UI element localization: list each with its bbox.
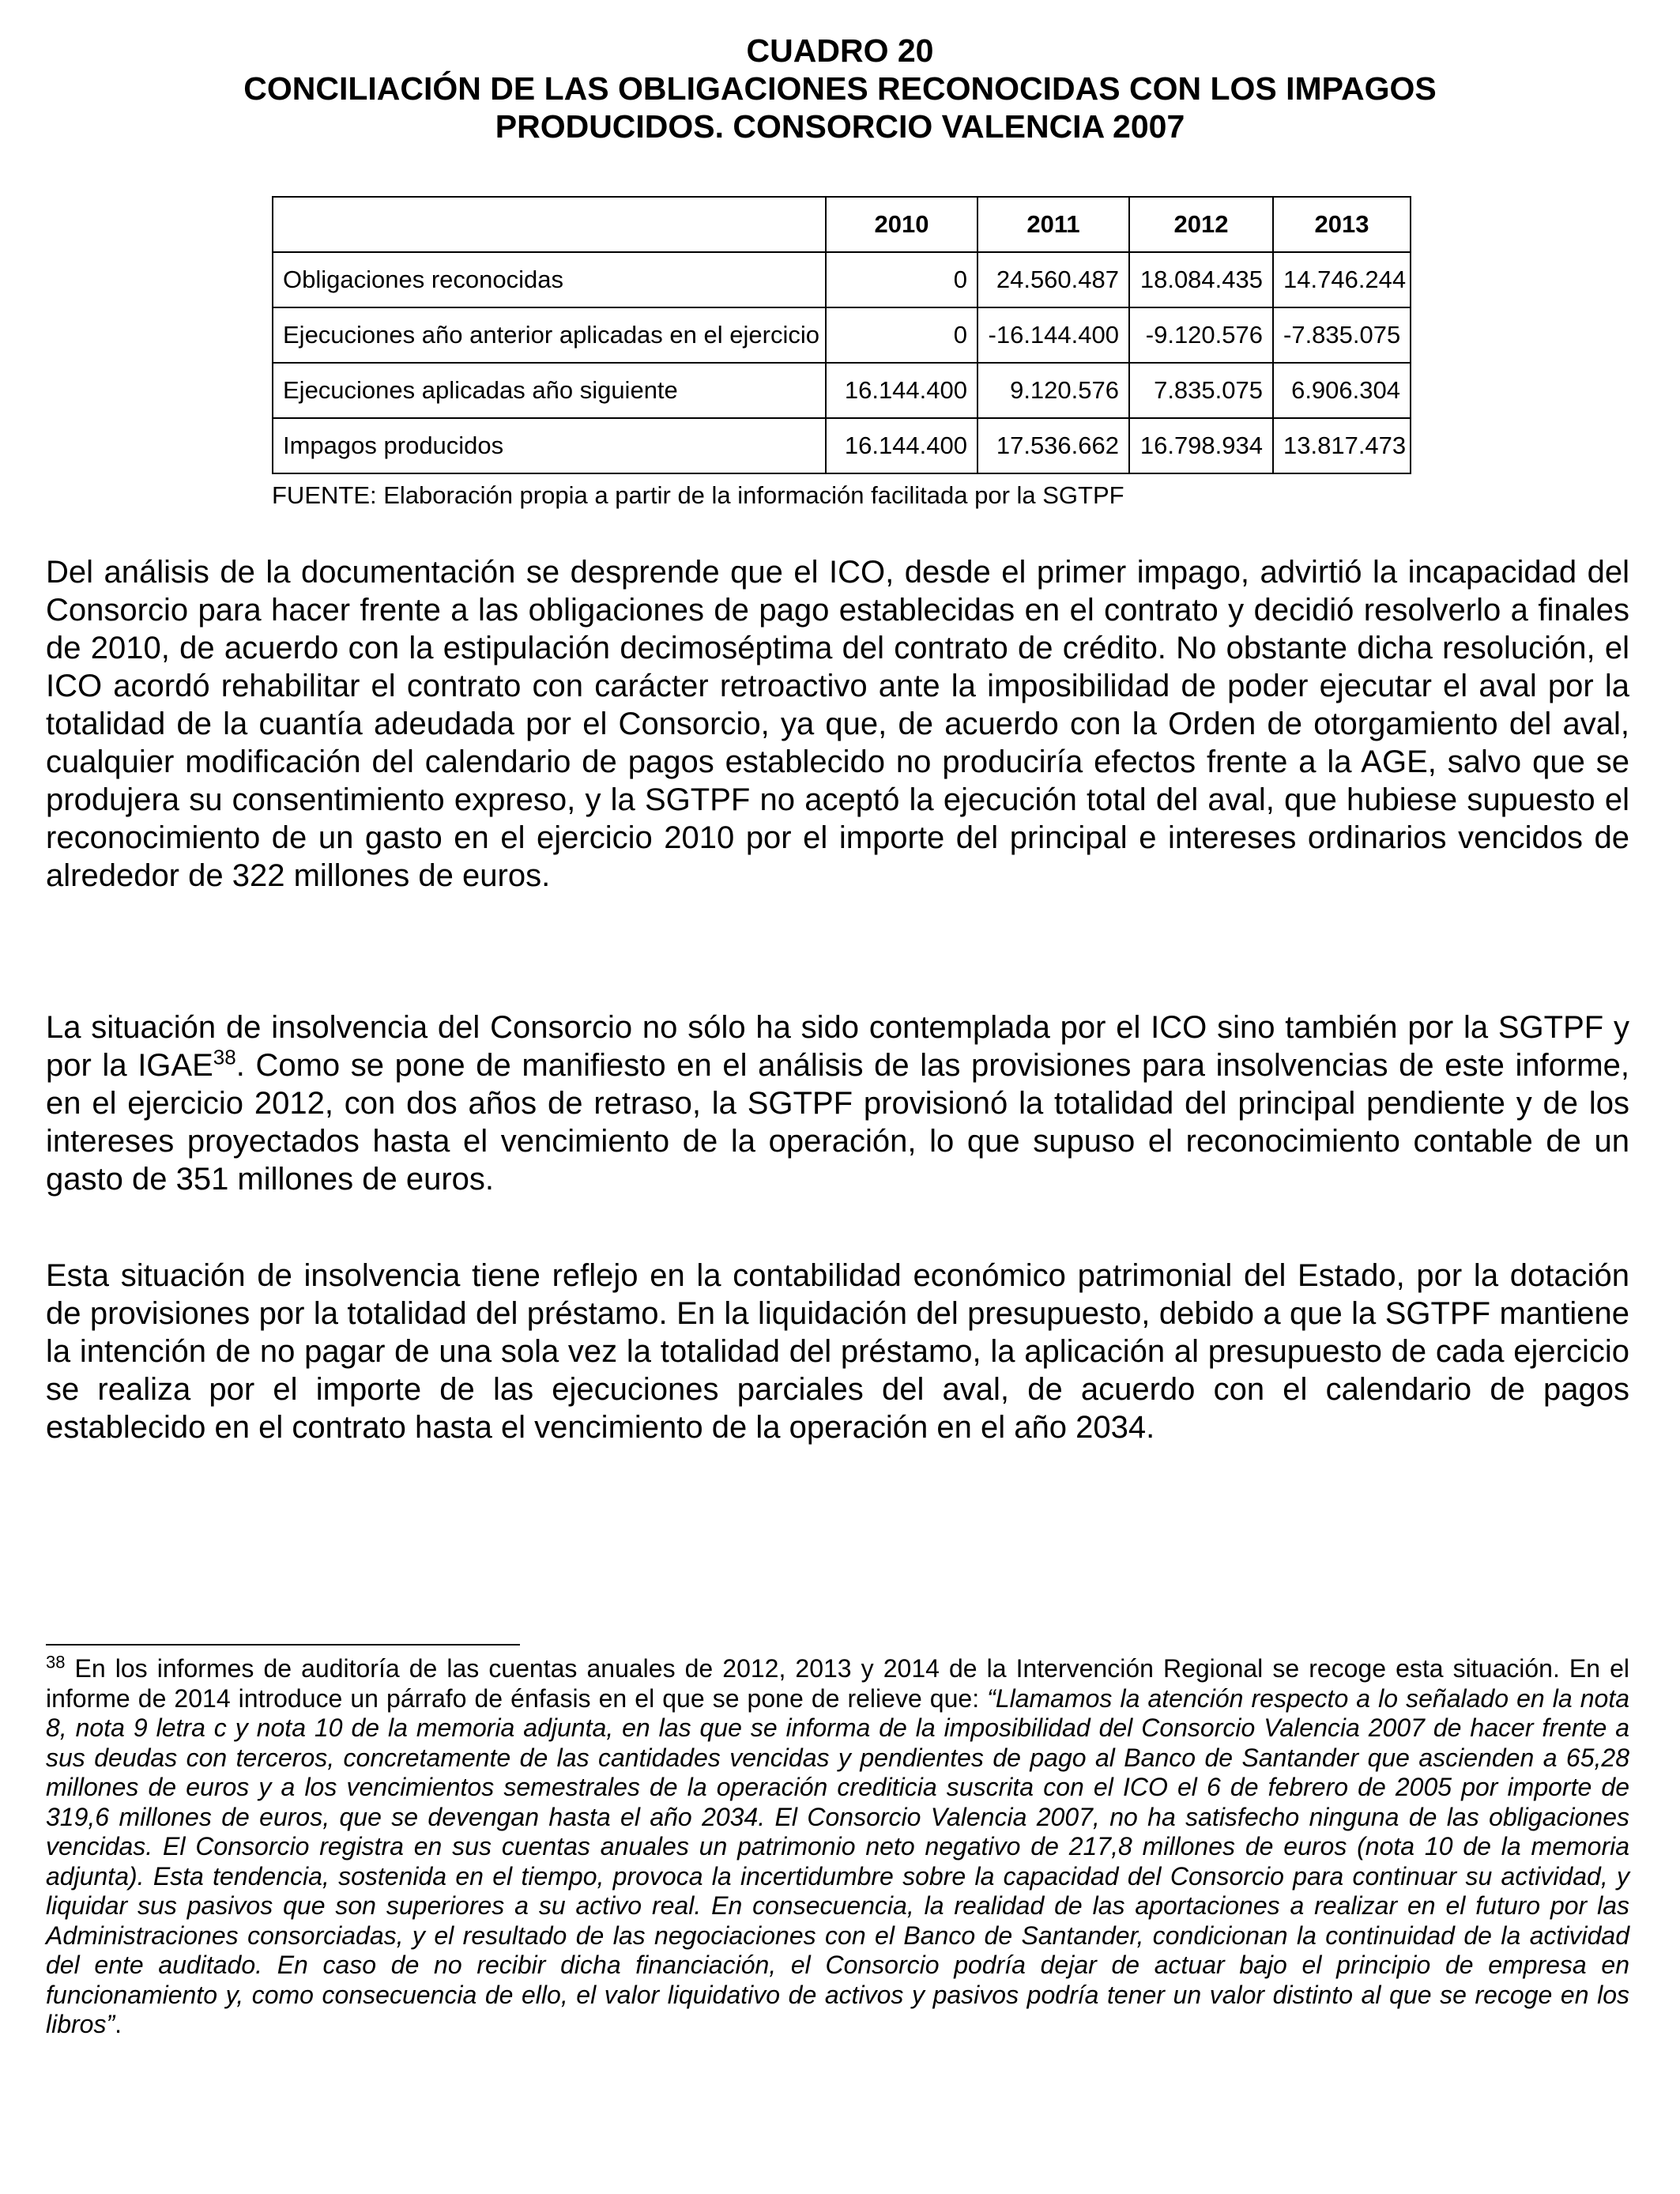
paragraph-2-text-continued: . Como se pone de manifiesto en el análisis de las provisiones para insolvencias de este informe, en el ejercicio 2012, con dos años de retraso, la SGTPF provisionó la totalidad del principal pendiente y de los intereses proyectados hasta el vencimiento de la operación, lo que supuso el reconocimiento contable de un gasto de 351 millones de euros.	[46, 1048, 1629, 1197]
table-cell: 18.084.435	[1129, 252, 1273, 307]
table-cell: 6.906.304	[1273, 363, 1411, 418]
table-cell: 0	[826, 252, 977, 307]
table-header-row	[273, 197, 1411, 252]
row-label: Obligaciones reconocidas	[273, 252, 826, 307]
table-cell: 9.120.576	[977, 363, 1129, 418]
table-cell: 16.144.400	[826, 363, 977, 418]
footnote-number: 38	[46, 1652, 66, 1672]
table-header-cell	[273, 197, 826, 252]
footnote-quote: “Llamamos la atención respecto a lo señalado en la nota 8, nota 9 letra c y nota 10 de la memoria adjunta, en las que se informa de la imposibilidad del Consorcio Valencia 2007 de hacer frente a sus deudas con terceros, concretamente de las cantidades vencidas y pendientes de pago al Banco de Santander que ascienden a 65,28 millones de euros y a los vencimientos semestrales de la operación crediticia suscrita con el ICO el 6 de febrero de 2005 por importe de 319,6 millones de euros, que se devengan hasta el año 2034. El Consorcio Valencia 2007, no ha satisfecho ninguna de las obligaciones vencidas. El Consorcio registra en sus cuentas anuales un patrimonio neto negativo de 217,8 millones de euros (nota 10 de la memoria adjunta). Esta tendencia, sostenida en el tiempo, provoca la incertidumbre sobre la capacidad del Consorcio para continuar su actividad, y liquidar sus pasivos que son superiores a su activo real. En consecuencia, la realidad de las aportaciones a realizar en el futuro por las Administraciones consorciadas, y el resultado de las negociaciones con el Banco de Santander, condicionan la continuidad de la actividad del ente auditado. En caso de no recibir dicha financiación, el Consorcio podría dejar de actuar bajo el principio de empresa en funcionamiento y, como consecuencia de ello, el valor liquidativo de activos y pasivos podría tener un valor distinto al que se recoge en los libros”	[46, 1683, 1630, 2038]
table-cell: 24.560.487	[977, 252, 1129, 307]
paragraph-1: Del análisis de la documentación se desprende que el ICO, desde el primer impago, advirtió la incapacidad del Consorcio para hacer frente a las obligaciones de pago establecidas en el contrato y decidió resolverlo a finales de 2010, de acuerdo con la estipulación decimoséptima del contrato de crédito. No obstante dicha resolución, el ICO acordó rehabilitar el contrato con carácter retroactivo ante la imposibilidad de poder ejecutar el aval por la totalidad de la cuantía adeudada por el Consorcio, ya que, de acuerdo con la Orden de otorgamiento del aval, cualquier modificación del calendario de pagos establecido no produciría efectos frente a la AGE, salvo que se produjera su consentimiento expreso, y la SGTPF no aceptó la ejecución total del aval, que hubiese supuesto el reconocimiento de un gasto en el ejercicio 2010 por el importe del principal e intereses ordinarios vencidos de alrededor de 322 millones de euros.	[46, 555, 1629, 893]
table-cell: 0	[826, 307, 977, 363]
row-label: Impagos producidos	[273, 418, 826, 473]
title-line-2: CONCILIACIÓN DE LAS OBLIGACIONES RECONOCIDAS CON LOS IMPAGOS	[243, 70, 1437, 107]
document-title	[0, 32, 1680, 145]
table-row	[273, 252, 1411, 307]
table-cell: 7.835.075	[1129, 363, 1273, 418]
table-source-note: FUENTE: Elaboración propia a partir de la información facilitada por la SGTPF	[272, 481, 1124, 509]
table-cell: -7.835.075	[1273, 307, 1411, 363]
title-line-3: PRODUCIDOS. CONSORCIO VALENCIA 2007	[495, 108, 1185, 145]
row-label: Ejecuciones año anterior aplicadas en el ejercicio	[273, 307, 826, 363]
paragraph-3: Esta situación de insolvencia tiene reflejo en la contabilidad económico patrimonial del Estado, por la dotación de provisiones por la totalidad del préstamo. En la liquidación del presupuesto, debido a que la SGTPF mantiene la intención de no pagar de una sola vez la totalidad del préstamo, la aplicación al presupuesto de cada ejercicio se realiza por el importe de las ejecuciones parciales del aval, de acuerdo con el calendario de pagos establecido en el contrato hasta el vencimiento de la operación en el año 2034.	[46, 1258, 1629, 1445]
table-cell: -9.120.576	[1129, 307, 1273, 363]
footnote-reference: 38	[213, 1045, 236, 1069]
footnote	[46, 1654, 1629, 2040]
table-cell: 13.817.473	[1273, 418, 1411, 473]
table-cell: 16.144.400	[826, 418, 977, 473]
table-row	[273, 418, 1411, 473]
table-header-cell: 2010	[826, 197, 977, 252]
reconciliation-table	[272, 196, 1411, 474]
table-cell: 16.798.934	[1129, 418, 1273, 473]
table-cell: 17.536.662	[977, 418, 1129, 473]
footnote-separator	[46, 1644, 520, 1646]
table-header-cell: 2013	[1273, 197, 1411, 252]
table-row	[273, 307, 1411, 363]
title-line-1: CUADRO 20	[746, 32, 934, 69]
row-label: Ejecuciones aplicadas año siguiente	[273, 363, 826, 418]
table-header-cell: 2012	[1129, 197, 1273, 252]
paragraph-2-text: La situación de insolvencia del Consorcio no sólo ha sido contemplada por el ICO sino también por la SGTPF y por la IGAE	[46, 1010, 1629, 1083]
table-row	[273, 363, 1411, 418]
footnote-end: .	[115, 2010, 122, 2038]
paragraph-2	[46, 1008, 1629, 1198]
table-header-cell: 2011	[977, 197, 1129, 252]
table-cell: -16.144.400	[977, 307, 1129, 363]
footnote-text: En los informes de auditoría de las cuentas anuales de 2012, 2013 y 2014 de la Intervención Regional se recoge esta situación. En el informe de 2014 introduce un párrafo de énfasis en el que se pone de relieve que:	[46, 1654, 1629, 1713]
table-cell: 14.746.244	[1273, 252, 1411, 307]
